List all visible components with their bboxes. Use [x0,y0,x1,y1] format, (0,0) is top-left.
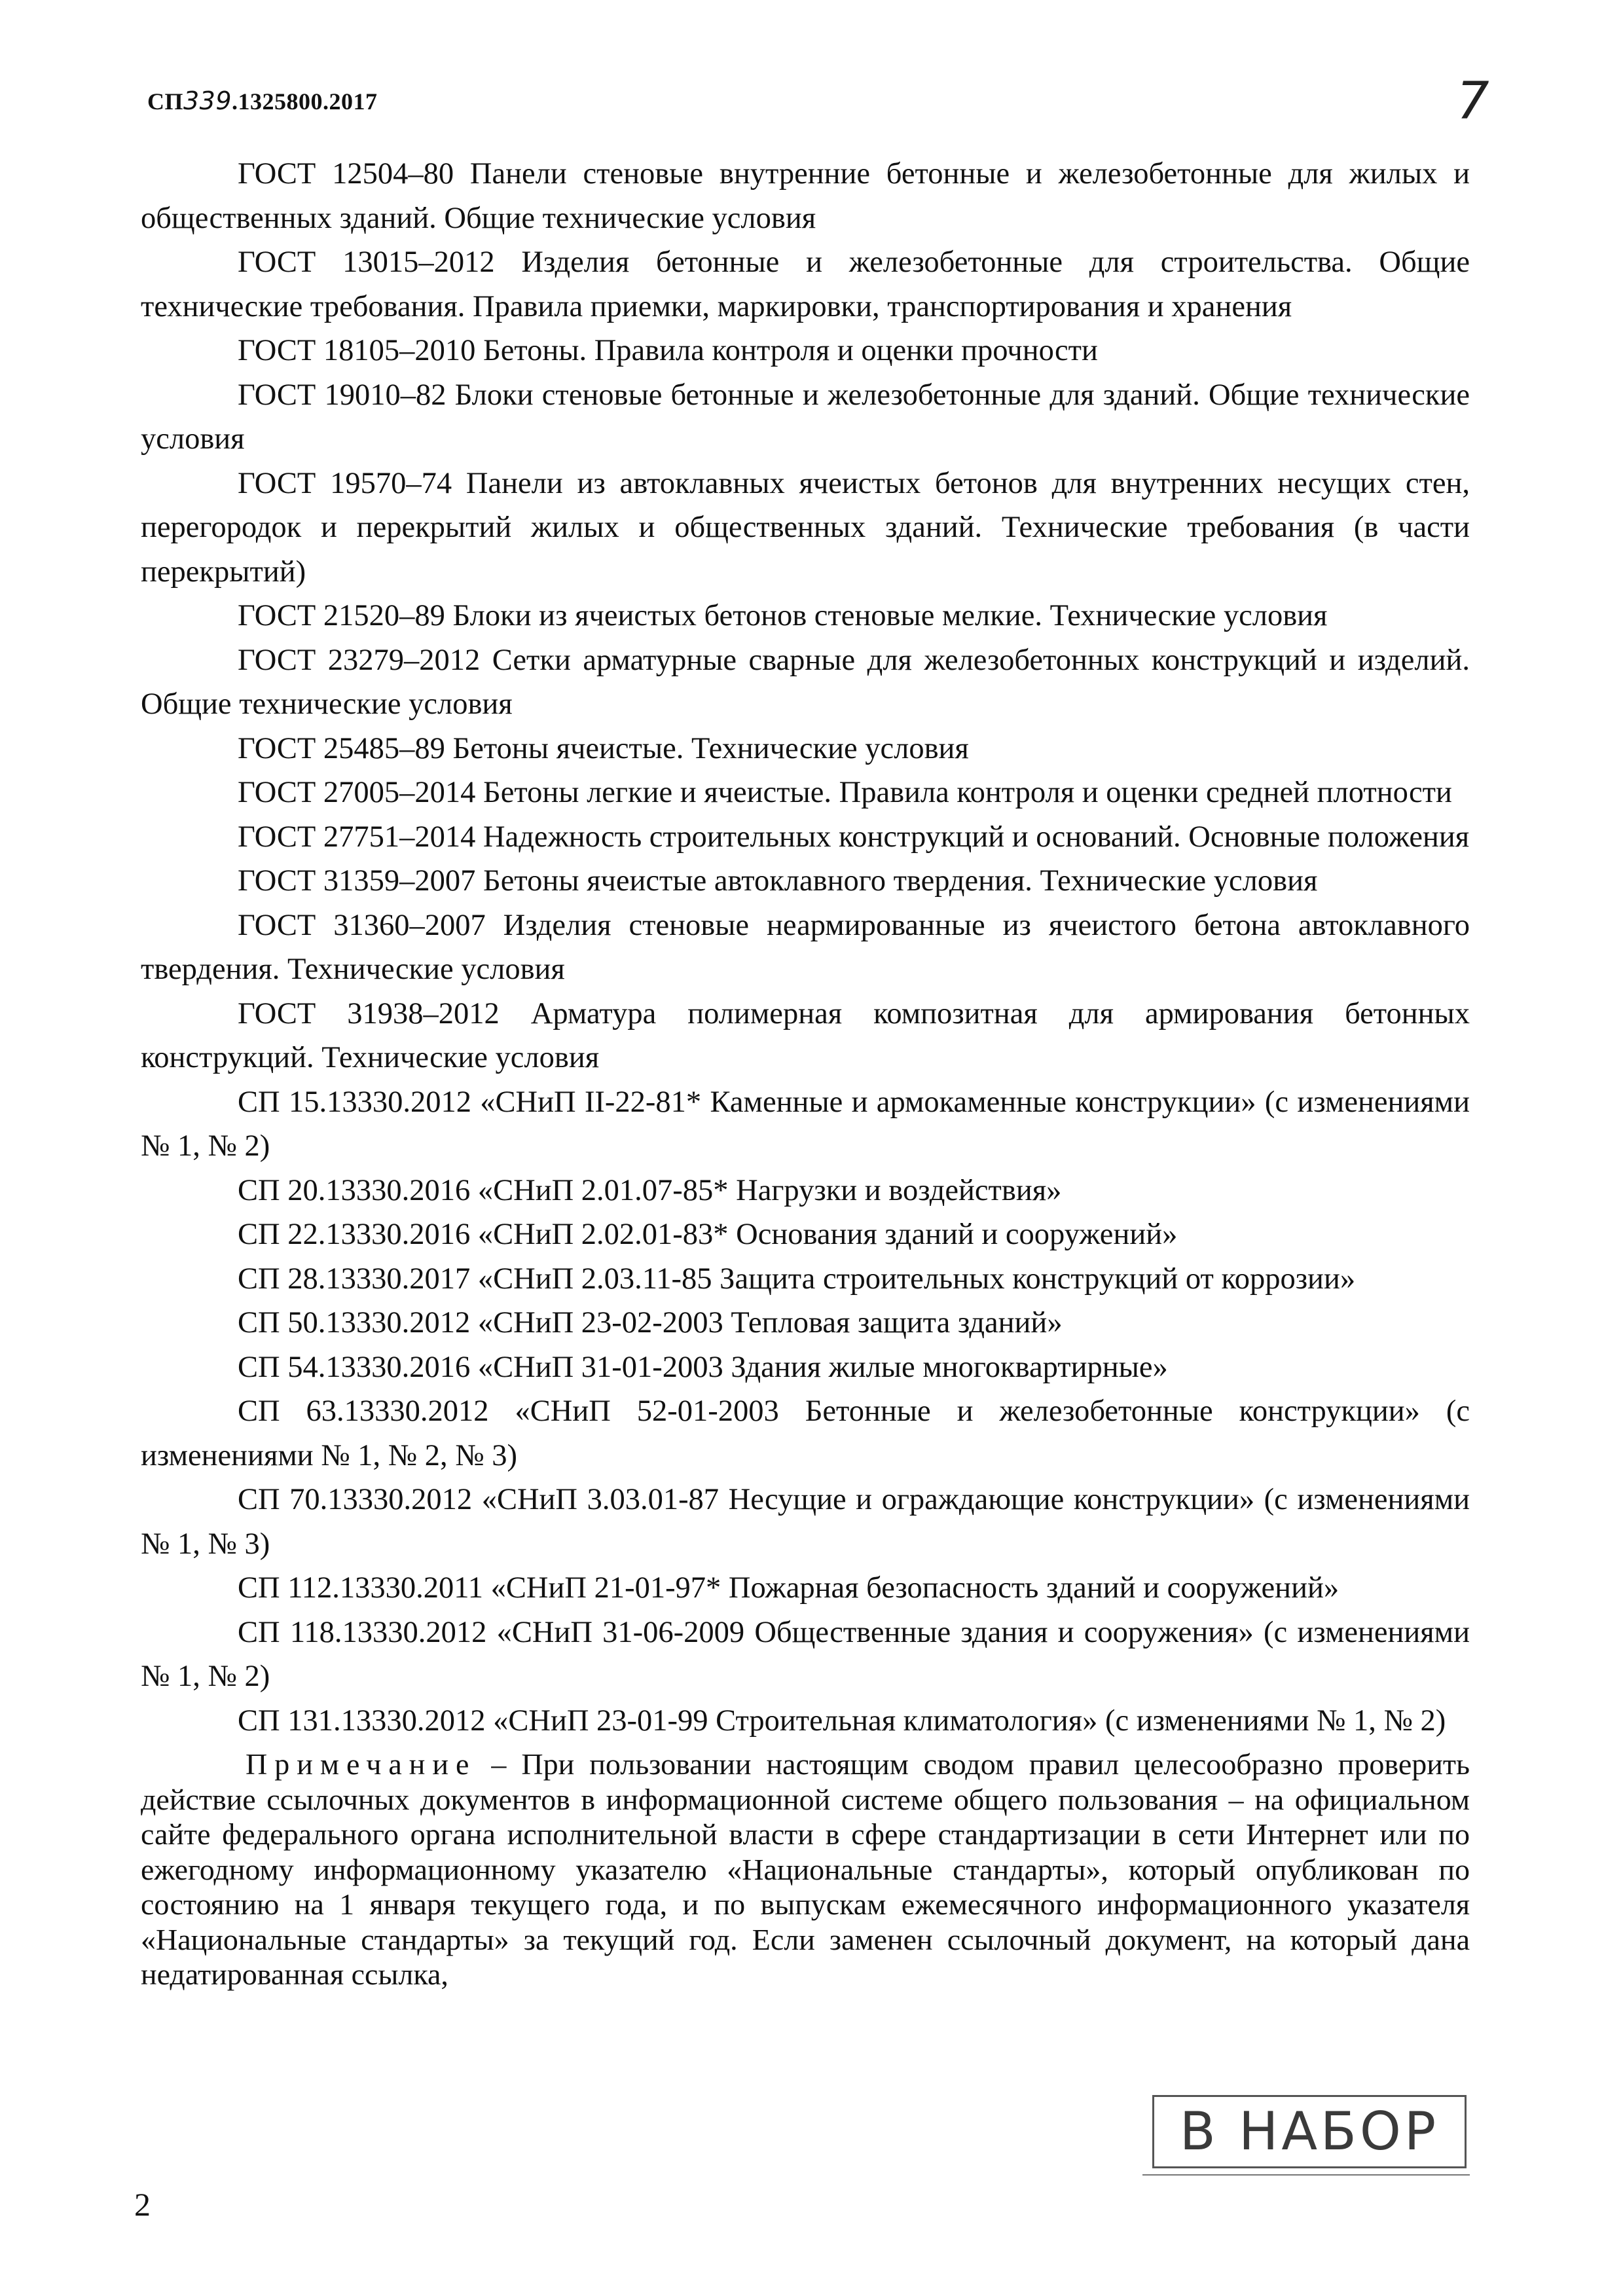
reference-item: ГОСТ 12504–80 Панели стеновые внутренние бетонные и железобетонные для жилых и общественных зданий. Общие технические условия [141,157,1470,235]
reference-item: ГОСТ 31938–2012 Арматура полимерная композитная для армирования бетонных конструкций. Технические условия [141,996,1470,1074]
references-body [141,152,1470,1992]
reference-item: СП 28.13330.2017 «СНиП 2.03.11-85 Защита строительных конструкций от коррозии» [238,1262,1356,1296]
reference-item: СП 54.13330.2016 «СНиП 31-01-2003 Здания жилые многоквартирные» [238,1350,1168,1384]
reference-item: ГОСТ 23279–2012 Сетки арматурные сварные для железобетонных конструкций и изделий. Общие технические условия [141,643,1470,721]
note-paragraph [141,1747,1470,1992]
reference-item: ГОСТ 31360–2007 Изделия стеновые неармированные из ячеистого бетона автоклавного твердения. Технические условия [141,908,1470,986]
reference-item: СП 20.13330.2016 «СНиП 2.01.07-85* Нагрузки и воздействия» [238,1173,1062,1207]
code-suffix: .1325800.2017 [232,88,378,115]
reference-item: СП 15.13330.2012 «СНиП II-22-81* Каменные и армокаменные конструкции» (с изменениями № 1, № 2) [141,1085,1470,1163]
handwritten-sheet-number: 7 [1457,72,1489,131]
reference-item: ГОСТ 19010–82 Блоки стеновые бетонные и железобетонные для зданий. Общие технические условия [141,378,1470,456]
reference-item: СП 22.13330.2016 «СНиП 2.02.01-83* Основания зданий и сооружений» [238,1218,1178,1251]
reference-item: ГОСТ 31359–2007 Бетоны ячеистые автоклавного твердения. Технические условия [238,864,1318,898]
reference-item: СП 63.13330.2012 «СНиП 52-01-2003 Бетонные и железобетонные конструкции» (с изменениями № 1, № 2, № 3) [141,1394,1470,1472]
reference-item: ГОСТ 18105–2010 Бетоны. Правила контроля и оценки прочности [238,334,1098,367]
reference-item: СП 118.13330.2012 «СНиП 31-06-2009 Общественные здания и сооружения» (с изменениями № 1, № 2) [141,1615,1470,1693]
reference-item: ГОСТ 25485–89 Бетоны ячеистые. Технические условия [238,731,969,765]
reference-item: СП 131.13330.2012 «СНиП 23-01-99 Строительная климатология» (с изменениями № 1, № 2) [238,1704,1446,1738]
reference-item: СП 50.13330.2012 «СНиП 23-02-2003 Тепловая защита зданий» [238,1306,1063,1339]
handwritten-code-number: 339 [183,86,232,115]
reference-item: СП 112.13330.2011 «СНиП 21-01-97* Пожарная безопасность зданий и сооружений» [238,1571,1340,1605]
in-typesetting-stamp: В НАБОР [1152,2095,1467,2168]
document-code [147,86,378,115]
reference-item: СП 70.13330.2012 «СНиП 3.03.01-87 Несущие и ограждающие конструкции» (с изменениями № 1, № 3) [141,1483,1470,1561]
reference-item: ГОСТ 19570–74 Панели из автоклавных ячеистых бетонов для внутренних несущих стен, перегородок и перекрытий жилых и общественных зданий. Технические требования (в части перекрытий) [141,466,1470,589]
reference-item: ГОСТ 21520–89 Блоки из ячеистых бетонов стеновые мелкие. Технические условия [238,599,1328,632]
reference-item: ГОСТ 27751–2014 Надежность строительных конструкций и оснований. Основные положения [238,820,1470,854]
reference-item: ГОСТ 27005–2014 Бетоны легкие и ячеистые. Правила контроля и оценки средней плотности [238,776,1452,809]
reference-item: ГОСТ 13015–2012 Изделия бетонные и железобетонные для строительства. Общие технические требования. Правила приемки, маркировки, транспортирования и хранения [141,246,1470,323]
page-number: 2 [134,2186,151,2223]
code-prefix: СП [147,88,183,115]
note-label: Примечание [246,1747,477,1781]
note-text: – При пользовании настоящим сводом правил целесообразно проверить действие ссылочных документов в информационной системе общего пользования – на официальном сайте федерального органа исполнительной власти в сфере стандартизации в сети Интернет или по ежегодному информационному указателю «Национальные стандарты», который опубликован по состоянию на 1 января текущего года, и по выпускам ежемесячного информационного указателя «Национальные стандарты» за текущий год. Если заменен ссылочный документ, на который дана недатированная ссылка, [141,1747,1470,1991]
